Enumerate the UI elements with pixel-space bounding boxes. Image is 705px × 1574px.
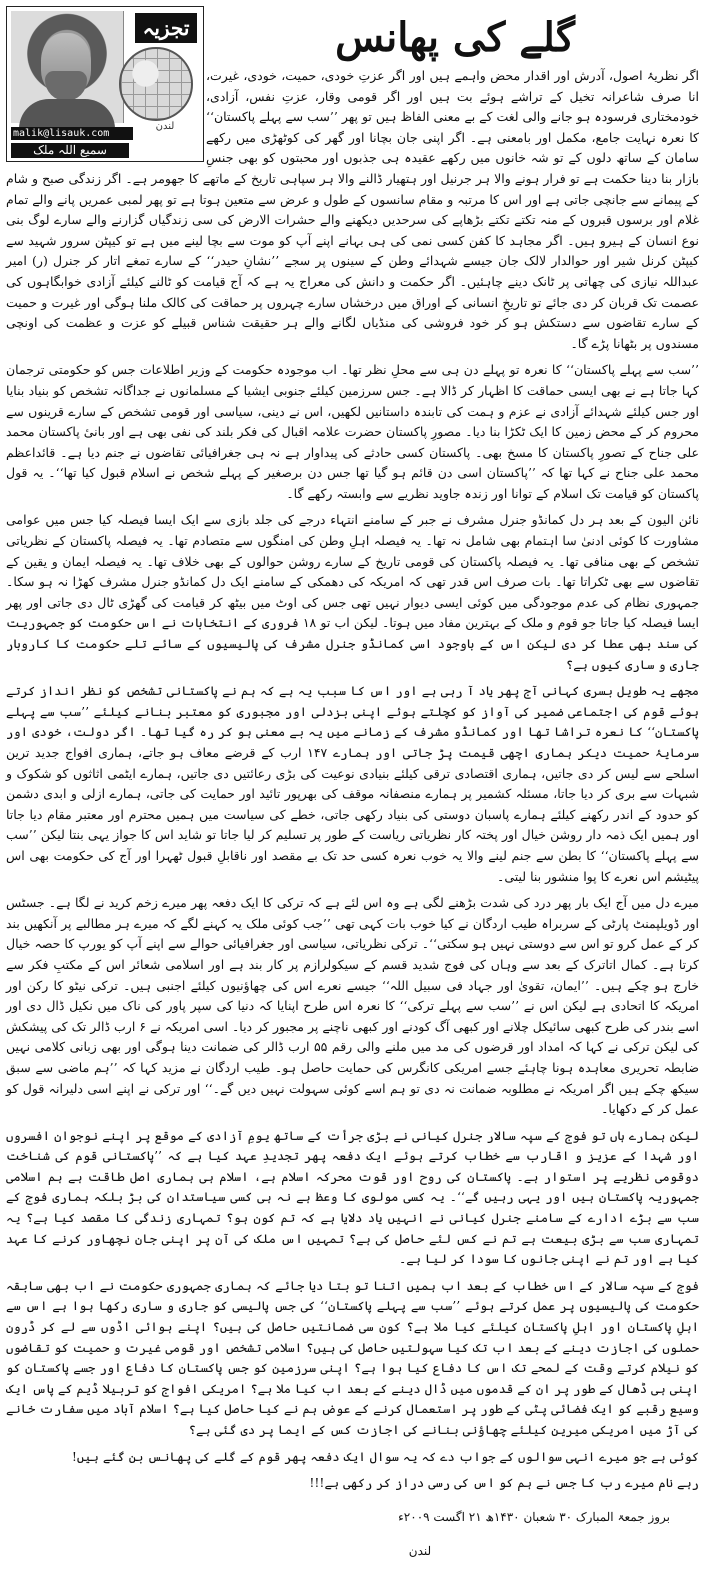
article-body (6, 66, 699, 1500)
paragraph-1: اگر نظریۂ اصول، آدرش اور اقدار محض واہمے ہیں اور اگر عزتِ خودی، حمیت، خودی، غیرت، انا صرف شاعرانہ تخیل کے تراشے ہوئے بت ہیں اور اگر قومی وقار، عزتِ نفس، آزادی، خودمختاری فرسودہ ہو جانے والی لغت کے بے معنی الفاظ ہیں تو پھر ’’سب سے پہلے پاکستان‘‘ کا نعرہ نہایت جامع، مکمل اور بامعنی ہے۔ اگر اپنی جان بچانا اور گھر کی کوٹھڑی میں رکھے سامان کے ساتھ دلوں کے تو شہ خانوں میں رکھے عقیدہ ہی جذبوں اور محبتوں کو بھی جنسِ بازار بنا دینا حکمت ہے تو فرار ہونے والا ہر جرنیل اور ہتھیار ڈالنے والا ہر سپاہی تاریخ کے ماتھے کا جھومر ہے۔ اگر زندگی صبح و شام کے پیمانے سے جانچی جاتی ہے اور اس کا مرتبہ و مقام سانسوں کے طول و عرض سے متعین ہوتا ہے تو پھر لمبی عمریں پانے والے تمام غلام اور برسوں قبروں کے منہ تکتے تکتے بڑھاپے کی سرحدیں دیکھنے والے حشرات الارض کی سی زندگیاں گزارنے والے سارے لوگ بنی نوع انسان کے ہیرو ہیں۔ اگر مجاہد کا کفن کسی نمی کی ہی بہانے اپنے آپ کو موت سے بچا لینے میں ہے تو کیپٹن سرور شہید سے کیپٹن کرنل شیر اور حوالدار لالک جان جیسے شہدائے وطن کے سینوں پر سجے ’’نشانِ حیدر‘‘ کے سارے تمغے اتار کر جنرل (ر) امیر عبداللہ نیازی کی چھاتی پر ٹانک دینے چاہئیں۔ اگر حکمت و دانش کی معراج یہ ہے کہ آج قیامت کو ٹالنے کیلئے آزادی خوابگاہوں کی عصمت تک قربان کر دی جائے تو تاریخِ انسانی کے اوراق میں درخشاں سارے چہروں پر حماقت کی کالک ملنا ہوگی اور غیرت و حمیت کے سارے تقاضوں سے دستکش ہو کر خود فروشی کی منڈیاں لگانے والے ہر حقیقت شناس قبیلے کو عزت و عظمت کی اونچی مسندوں پر بٹھانا پڑے گا۔ (6, 68, 699, 351)
paragraph-5: میرے دل میں آج ایک بار پھر درد کی شدت بڑھنے لگی ہے وہ اس لئے ہے کہ ترکی کا ایک دفعہ پھر میرے زخم کرید نے لگا ہے۔ جسٹس اور ڈویلپمنٹ پارٹی کے سربراہ طیب اردگان نے کیا خوب بات کہی تھی ’’جب کوئی ملک یہ کہنے لگے کہ میرے ہر مطالبے پر آنکھیں بند کر کے عمل کرو تو اس سے دوستی نہیں ہو سکتی‘‘۔ ترکی نظریاتی، سیاسی اور جغرافیائی حوالے سے اپنے آپ کو یورپ کا حصہ خیال کرتا ہے۔ کمال اتاترک کے بعد سے وہاں کی فوج شدید قسم کے سیکولرازم پر کار بند ہے اور اسلامی شعائر اس کے مکتبِ فکر سے خارج ہو چکے ہیں۔ ’’ایمان، تقویٰ اور جہاد فی سبیل اللہ‘‘ جیسے نعرے اس کی چھاؤنیوں کیلئے اجنبی ہیں۔ ترکی نیٹو کا رکن اور امریکہ کا اتحادی ہے لیکن اس نے ’’سب سے پہلے ترکی‘‘ کا نعرہ اس طرح اپنایا کہ دنیا کی سپر پاور کی ناک میں نکیل ڈال دی اور اسے بندر کی طرح کبھی سائیکل چلانے اور کبھی آگ کودنے اور کبھی ناچنے پر مجبور کر دیا۔ اسی امریکہ نے ۶ ارب ڈالر تک کی پیشکش کی لیکن ترکی نے کہا کہ امداد اور قرضوں کی مد میں ملنے والی رقم ۵۵ ارب ڈالر کی ضمانت دینا ہوگی اور بھی زبانی کلامی نہیں ضابطہ تحریری معاہدہ ہونا چاہئے جسے امریکی کانگرس کی حمایت حاصل ہو۔ طیب اردگان نے مزید کہا کہ ’’ہم ماضی سے سبق سیکھ چکے ہیں اگر امریکہ نے مطلوبہ ضمانت نہ دی تو ہم اسے کوئی سہولت نہیں دیں گے۔‘‘ اور ترکی نے اپنے اسی دلیرانہ قول کو عمل کر کے دکھایا۔ (6, 895, 699, 1117)
signoff-place: لندن (408, 1544, 432, 1558)
emblem-caption: لندن (155, 121, 175, 132)
paragraph-2: ’’سب سے پہلے پاکستان‘‘ کا نعرہ تو پہلے دن ہی سے محلِ نظر تھا۔ اب موجودہ حکومت کے وزیر اطلاعات جس کو حکومتی ترجمان کہا جاتا ہے نے بھی ایسی حماقت کا اظہار کر ڈالا ہے۔ جس سرزمین کیلئے جنوبی ایشیا کے مسلمانوں نے جداگانہ تشخص کو بنیاد بنایا اور جس کیلئے شہدائے آزادی نے عزم و ہمت کی تابندہ داستانیں لکھیں، اس نے دینی، سیاسی اور قومی تشخص کے سارے قرینوں سے محروم کر کے محض زمین کا ایک ٹکڑا بنا دیا۔ مصورِ پاکستان حضرت علامہ اقبال کی فکر بلند کی نفی بھی ہے اور بانیٔ پاکستان محمد علی جناح کے تصورِ پاکستان کا مسخ بھی۔ پاکستان کسی حادثے کی پیداوار ہے نہ ہی جغرافیائی تقاضوں نے جنم دیا ہے۔ قائداعظم محمد علی جناح نے کہا تھا کہ ’’پاکستان اسی دن قائم ہو گیا تھا جس دن برصغیر کے پہلے شخص نے اسلام قبول کیا تھا‘‘۔ یہ قول پاکستان کو قیامت تک اسلام کے توانا اور زندہ جاوید نظریے سے وابستہ رکھے گا۔ (6, 362, 699, 501)
paragraph-8: کوئی ہے جو میرے انہی سوالوں کے جواب دے کہ یہ سوال ایک دفعہ پھر قوم کے گلے کی پھانس بن گئے ہیں! (71, 1448, 699, 1464)
article-title: گلے کی پھانس (335, 14, 575, 61)
paragraph-9: رہے نام میرے رب کا جس نے ہم کو اس کی رسی دراز کر رکھی ہے!!! (309, 1475, 699, 1491)
signoff-date: بروز جمعۃ المبارک ۳۰ شعبان ۱۴۳۰ھ ۲۱ اگست ۲۰۰۹ء (398, 1510, 670, 1524)
author-name: سمیع اللہ ملک (11, 143, 129, 158)
paragraph-7: فوج کے سپہ سالار کے اس خطاب کے بعد اب ہمیں اتنا تو بتا دیا جائے کہ ہماری جمہوری حکومت نے اب بھی سابقہ حکومت کی پالیسیوں پر عمل کرتے ہوئے ’’سب سے پہلے پاکستان‘‘ کی جس پالیسی کو جاری و ساری رکھا ہوا ہے اس سے اہلِ پاکستان اور اہلِ پاکستان کیلئے کیا ملا ہے؟ کون سی ضمانتیں حاصل کی ہیں؟ اپنے ہوائی اڈوں سے لے کر ڈرون حملوں کی اجازت دینے کے بعد اب تک کیا سہولتیں حاصل کی ہیں؟ اسلامی تشخص اور قومی غیرت و حمیت کو تقاضوں کو نیلام کرتے وقت کے لمحے تک اس کا دفاع کیا ہوا ہے؟ اپنی سرزمین کو جس پاکستان کا دفاع اور جسے پاکستان کو اپنی ہی ڈھال کے طور پر ان کے قدموں میں ڈال دینے کے بعد اب کیا ملا ہے؟ امریکی افواج کو تربیلا ڈیم کے پاس ایک وسیع رقبے کو ایک فضائی پٹی کے طور پر استعمال کرنے کے عوض ہم نے کیا حاصل کیا ہے؟ اسلام آباد میں سفارت خانے کی آڑ میں امریکی میرین کیلئے چھاؤنی بنانے کی اجازت کس کے ایما پر دی گئی ہے؟ (6, 1277, 699, 1437)
paragraph-4: مجھے یہ طویل بسری کہانی آج پھر یاد آ رہی ہے اور اس کا سبب یہ ہے کہ ہم نے پاکستانی تشخص کو نظر انداز کرتے ہوئے قوم کی اجتماعی ضمیر کی آواز کو کچلتے ہوئے اپنی بزدلی اور مجبوری کو معتبر بنانے کیلئے ’’سب سے پہلے پاکستان‘‘ کا نعرہ تراشا تھا اور کمانڈو مشرف کے زمانے میں یہ بے معنی ہو کر رہ گیا تھا۔ اگر دولت، خودی اور سرمایۂ حمیت دیکر ہماری اچھی قیمت پڑ جاتی اور ہمارے ۱۴۷ ارب کے قرضے معاف ہو جاتے، ہماری افواج جدید ترین اسلحے سے لیس کر دی جاتیں، ہماری اقتصادی ترقی کیلئے بنیادی نوعیت کی بڑی رعائتیں دی جاتیں، ہمارے ایٹمی اثاثوں کو شکوک و شبہات سے بری کر دیا جاتا، مسئلہ کشمیر پر ہمارے منصفانہ موقف کی بھرپور تائید اور حمایت کی جاتی، ہمارے ازلی و ابدی دشمن کو حدود کے اندر رکھنے کیلئے ہمارے پاسبان دوستی کی بنیاد رکھی جاتی، خطے کی سیاست میں ہمیں محترم اور معتبر مقام دیا جاتا اور ہمیں ایک ذمہ دار روشن خیال اور پختہ کار نظریاتی ریاست کے طور پر تسلیم کر لیا جاتا تو شاید اس کا جواز یہی بنتا لیکن ’’سب سے پہلے پاکستان‘‘ کا بطن سے جنم لینے والا یہ خوب نعرہ کسی حد تک بے مقصد اور ناقابلِ قبول ٹھہرا اور آج کی حکومت بھی اس پیٹیشم اس نعرے کا پوا منشور بنا لیتی۔ (6, 683, 699, 884)
header-float-spacer (6, 66, 206, 166)
column-label: تجزیہ (135, 13, 197, 43)
author-email: malik@lisauk.com (11, 127, 133, 140)
paragraph-3: نائن الیون کے بعد ہر دل کمانڈو جنرل مشرف نے جبر کے سامنے انتہاء درجے کی جلد بازی سے ایک ایسا فیصلہ کیا جس میں عوامی مشاورت کا کوئی ادنیٰ سا اہتمام بھی شامل نہ تھا۔ یہ فیصلہ اہلِ وطن کی امنگوں سے متصادم تھا۔ یہ فیصلہ پاکستان کے نظریاتی تشخص کے بھی منافی تھا۔ یہ فیصلہ پاکستان کی قومی تاریخ کے سارے روشن حوالوں کے بھی خلاف تھا۔ یہ فیصلہ ایمان و یقین کے تقاضوں سے بھی ٹکراتا تھا۔ بات صرف اس قدر تھی کہ امریکہ کی دھمکی کے سامنے ایک دل کمانڈو جنرل مشرف کھڑا نہ ہو سکا۔ جمہوری نظام کی عدم موجودگی میں کوئی ایسی دیوار نہیں تھی جس کی اوٹ میں بیٹھ کر قیامت کی گھڑی ٹال دی جاتی اور پھر ایسا فیصلہ کیا جاتا جو قوم و ملک کے بہترین مفاد میں ہوتا۔ لیکن اب تو ۱۸ فروری کے انتخابات نے اس حکومت کو جمہوریت کی سند بھی عطا کر دی لیکن اس کے باوجود اسی کمانڈو جنرل مشرف کی پالیسیوں کے سائے تلے حکومت کا کاروبار جاری و ساری کیوں ہے؟ (6, 512, 699, 672)
paragraph-6: لیکن ہمارے ہاں تو فوج کے سپہ سالار جنرل کیانی نے بڑی جرأت کے ساتھ یومِ آزادی کے موقع پر اپنے نوجوان افسروں اور شہدا کے عزیز و اقارب سے خطاب کرتے ہوئے ایک دفعہ پھر تجدیدِ عہد کیا ہے کہ ’’پاکستانی قوم کی شناخت دوقومی نظریے پر استوار ہے۔ پاکستان کی روح اور قوت محرکہ اسلام ہے، اسلام ہی ہماری اصل طاقت ہے ہم اسلامی جمہوریہ پاکستان ہیں اور یہی رہیں گے‘‘۔ یہ کسی مولوی کا وعظ ہے نہ ہی کسی سیاستدان کی بڑ بلکہ ہماری فوج کے سب سے بڑے ادارے کے سامنے جنرل کیانی نے انہیں یاد دلایا ہے کہ تم کون ہو؟ تمہاری زندگی کا مقصد کیا ہے؟ یہ تمہاری سب سے بڑی بیعت ہے تم نے کس لئے حاصل کی ہے؟ تمہیں اس ملک کی آن پر اپنی جان نچھاور کرنے کا عہد کیا ہے اور تم نے اپنی جانوں کا سودا کر لیا ہے۔ (6, 1127, 699, 1267)
